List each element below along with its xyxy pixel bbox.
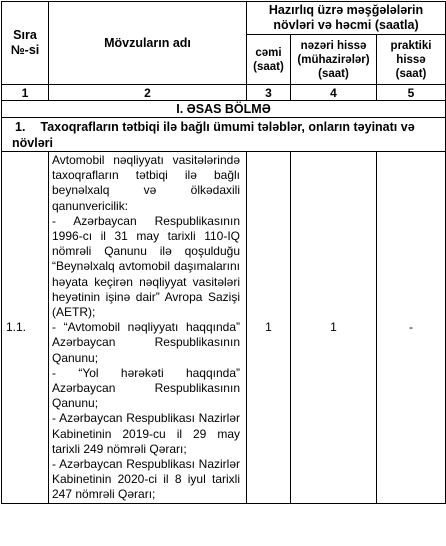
table-row (2, 152, 446, 504)
header-movzu: Mövzuların adı (49, 2, 247, 85)
content-paragraph: - “Yol hərəkəti haqqında” Azərbaycan Respublikasının Qanunu; (52, 365, 240, 411)
content-paragraph: Avtomobil nəqliyyatı vasitələrində taxoqrafların tətbiqi ilə bağlı beynəlxalq və ölkədaxili qanunvericilik: (52, 153, 240, 213)
topic-title: Taxoqrafların tətbiqi ilə bağlı ümumi tələblər, onların təyinatı və növləri (12, 119, 415, 150)
content-paragraph: - Azərbaycan Respublikası Nazirlər Kabinetinin 2020-ci il 8 iyul tarixli 247 nömrəli Qərarı; (52, 457, 240, 502)
curriculum-table (1, 1, 446, 504)
header-sira: Sıra №-si (2, 2, 49, 85)
col-number-5: 5 (377, 85, 446, 101)
col-number-3: 3 (247, 85, 291, 101)
header-hazirliq: Hazırlıq üzrə məşğələlərin növləri və həcmi (saatla) (247, 2, 446, 35)
header-praktiki: praktiki hissə (saat) (377, 35, 446, 85)
row-content (49, 152, 247, 504)
row-praktiki: - (377, 152, 446, 504)
row-number: 1.1. (2, 152, 49, 504)
content-paragraph: - “Avtomobil nəqliyyatı haqqında” Azərbaycan Respublikasının Qanunu; (52, 320, 240, 365)
content-paragraph: - Azərbaycan Respublikasının 1996-cı il 31 may tarixli 110-IQ nömrəli Qanunu ilə qoşulduğu “Beynəlxalq avtomobil daşımalarını həyata keçirən nəqliyyat vasitələri heyətinin işinə dair” Avropa Sazişi (AETR); (52, 213, 240, 320)
topic-number: 1. (15, 119, 26, 134)
topic-row (2, 118, 446, 152)
row-nezeri: 1 (291, 152, 377, 504)
header-cemi: cəmi (saat) (247, 35, 291, 85)
header-nezeri: nəzəri hissə (mühazirələr) (saat) (291, 35, 377, 85)
row-cemi: 1 (247, 152, 291, 504)
content-paragraph: - Azərbaycan Respublikası Nazirlər Kabinetinin 2019-cu il 29 may tarixli 249 nömrəli Qərarı; (52, 411, 240, 456)
col-number-4: 4 (291, 85, 377, 101)
col-number-1: 1 (2, 85, 49, 101)
col-number-2: 2 (49, 85, 247, 101)
section-title: I. ƏSAS BÖLMƏ (2, 101, 446, 118)
